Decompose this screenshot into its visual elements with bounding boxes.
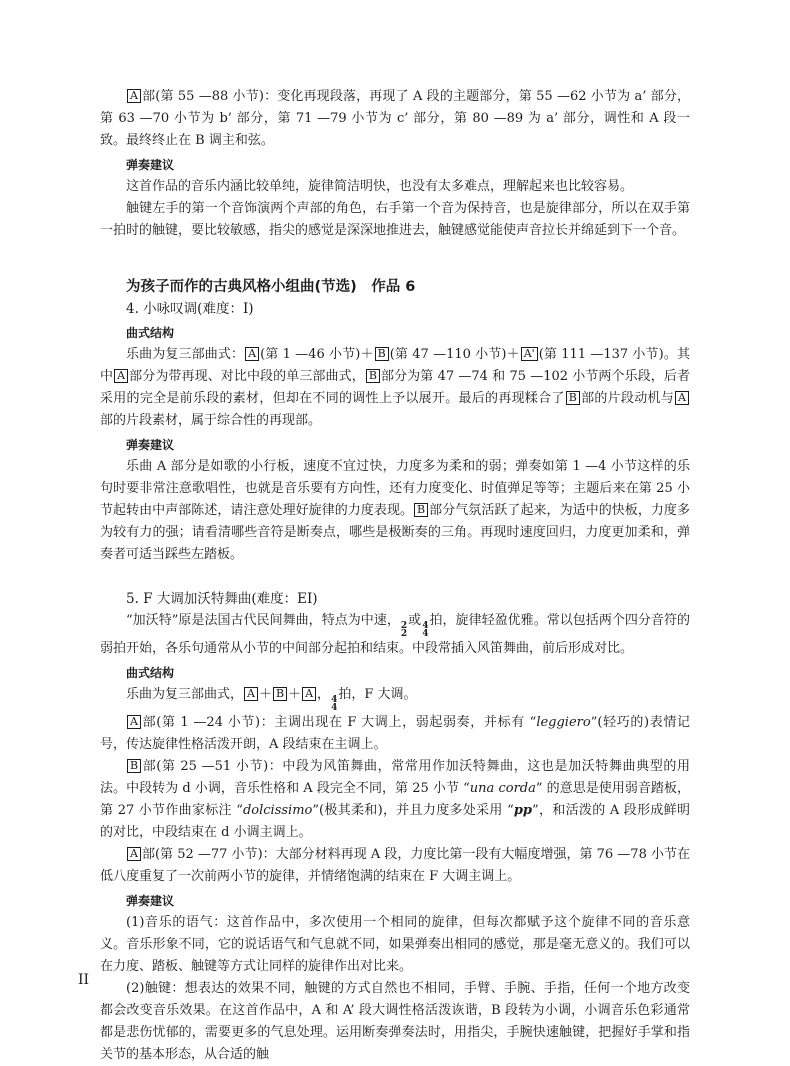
section-label-box: A bbox=[127, 89, 141, 103]
section-label-box: A bbox=[114, 369, 128, 383]
advice-paragraph: (2)触键：想表达的效果不同，触键的方式自然也不相同，手臂、手腕、手指，任何一个地方改变都会改变音乐效果。在这首作品中，A 和 A’ 段大调性格活泼诙谐，B 段转为小调，小调音乐色彩通常都是悲伤忧郁的，需要更多的气息处理。运用断奏弹奏法时，用指尖，手腕快速触键，把握好手掌和指关节的基本形态，从合适的触 bbox=[100, 981, 690, 1062]
page-number: II bbox=[78, 972, 90, 988]
section-label-box: A bbox=[302, 687, 316, 701]
section-b-paragraph: B 部(第 25 —51 小节)：中段为风笛舞曲，常常用作加沃特舞曲，这也是加沃特舞曲典型的用法。中段转为 d 小调，音乐性格和 A 段完全不同，第 25 小节 “una corda” 的意思是使用弱音踏板，第 27 小节作曲家标注 “dolcissimo”(极其柔和)，并且力度多处采用 “pp”，和活泼的 A 段形成鲜明的对比，中段结束在 d 小调主调上。 bbox=[100, 759, 690, 840]
time-signature: 4 4 bbox=[422, 621, 429, 639]
section-label-box: B bbox=[127, 759, 141, 773]
section-label-box: B bbox=[414, 503, 428, 517]
section-label-box: A bbox=[675, 391, 689, 405]
advice-paragraph: (1)音乐的语气：这首作品中，多次使用一个相同的旋律，但每次都赋予这个旋律不同的音乐意义。音乐形象不同，它的说话语气和气息就不同，如果弹奏出相同的感觉，那是毫无意义的。我们可以在力度、踏板、触键等方式让同样的旋律作出对比来。 bbox=[100, 915, 690, 974]
section-label-box: B bbox=[273, 687, 287, 701]
time-signature: 4 4 bbox=[331, 695, 338, 713]
section-label-box: A bbox=[245, 347, 259, 361]
section-label-box: B bbox=[375, 347, 389, 361]
advice-paragraph: 触键左手的第一个音饰演两个声部的角色，右手第一个音为保持音，也是旋律部分，所以在双手第一拍时的触键，要比较敏感，指尖的感觉是深深地推进去，触键感觉能使声音拉长并绵延到下一个音。 bbox=[100, 201, 690, 238]
suite-title: 为孩子而作的古典风格小组曲(节选) 作品 6 bbox=[126, 279, 416, 295]
expression-term: dolcissimo bbox=[242, 803, 313, 818]
time-signature: 2 2 bbox=[400, 621, 408, 639]
expression-term: una corda bbox=[469, 781, 536, 796]
expression-term: leggiero bbox=[536, 715, 591, 730]
section-label-box: A bbox=[127, 847, 141, 861]
dynamic-marking: pp bbox=[513, 803, 533, 818]
advice-paragraph: 乐曲 A 部分是如歌的小行板，速度不宜过快，力度多为柔和的弱；弹奏如第 1 —4 小节这样的乐句时要非常注意歌唱性，也就是音乐要有方向性，还有力度变化、时值弹足等等；主题后来在第 25 小节起转由中声部陈述，请注意处理好旋律的力度表现。 B 部分气氛活跃了起来，为适中的快板，力度多为较有力的强；请看清哪些音符是断奏点，哪些是极断奏的三角。再现时速度回归，力度更加柔和，弹奏者可适当踩些左踏板。 bbox=[100, 459, 690, 562]
section-label-box: A' bbox=[521, 347, 538, 361]
advice-paragraph: 这首作品的音乐内涵比较单纯，旋律简洁明快，也没有太多难点，理解起来也比较容易。 bbox=[126, 179, 634, 194]
page-body bbox=[100, 86, 690, 1066]
section-a-paragraph: A 部(第 1 —24 小节)：主调出现在 F 大调上，弱起弱奏，并标有 “leggiero”(轻巧的)表情记号，传达旋律性格活泼开朗，A 段结束在主调上。 bbox=[100, 715, 690, 752]
form-structure-paragraph: 乐曲为复三部曲式： A (第 1 —46 小节)＋ B (第 47 —110 小节)＋ A' (第 111 —137 小节)。其中 A 部分为带再现、对比中段的单三部曲式， B 部分为第 47 —74 和 75 —102 小节两个乐段，后者采用的完全是前乐段的素材，但却在不同的调性上予以展开。最后的再现糅合了 B 部的片段动机与 A部的片段素材，属于综合性的再现部。 bbox=[100, 347, 690, 428]
section-a-return-paragraph: A 部(第 55 —88 小节)：变化再现段落，再现了 A 段的主题部分，第 55 —62 小节为 a’ 部分，第 63 —70 小节为 b’ 部分，第 71 —79 小节为 c’ 部分，第 80 —89 为 a’ 部分，调性和 A 段一致。最终终止在 B 调主和弦。 bbox=[100, 89, 690, 148]
section-a-return-paragraph: A 部(第 52 —77 小节)：大部分材料再现 A 段，力度比第一段有大幅度增强，第 76 —78 小节在低八度重复了一次前两小节的旋律，并情绪饱满的结束在 F 大调主调上。 bbox=[100, 847, 690, 884]
form-structure-heading: 曲式结构 bbox=[126, 326, 175, 340]
section-label-box: B bbox=[366, 369, 380, 383]
section-label-box: A bbox=[127, 715, 141, 729]
form-structure-paragraph: 乐曲为复三部曲式， A ＋ B ＋ A ， 4 4 拍，F 大调。 bbox=[126, 687, 417, 713]
piece-title: 5. F 大调加沃特舞曲(难度：EI) bbox=[126, 591, 318, 607]
playing-advice-heading: 弹奏建议 bbox=[126, 894, 175, 908]
playing-advice-heading: 弹奏建议 bbox=[126, 438, 175, 452]
playing-advice-heading: 弹奏建议 bbox=[126, 158, 175, 172]
section-label-box: B bbox=[566, 391, 580, 405]
piece-title: 4. 小咏叹调(难度：Ⅰ) bbox=[126, 301, 254, 317]
gavotte-intro-paragraph: “加沃特”原是法国古代民间舞曲，特点为中速， 2 2 或 4 4 拍，旋律轻盈优雅。常以包括两个四分音符的弱拍开始，各乐句通常从小节的中间部分起拍和结束。中段常插入风笛舞曲，前后形成对比。 bbox=[100, 613, 690, 656]
section-label-box: A bbox=[244, 687, 258, 701]
form-structure-heading: 曲式结构 bbox=[126, 666, 175, 680]
